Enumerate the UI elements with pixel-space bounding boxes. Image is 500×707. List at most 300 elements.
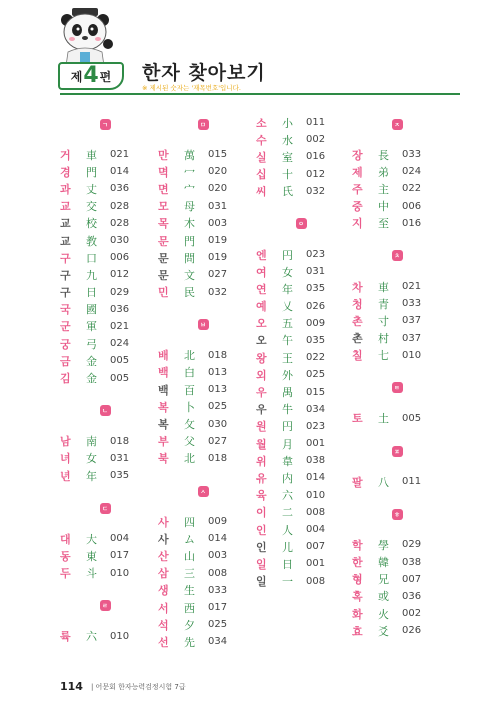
index-entry bbox=[352, 278, 442, 295]
entry-number: 013 bbox=[208, 384, 228, 396]
entry-reading-main: 이 bbox=[256, 506, 268, 520]
entry-reading-main: 일 bbox=[256, 557, 268, 571]
entry-reading bbox=[352, 279, 378, 295]
entry-reading-main: 차 bbox=[352, 280, 364, 294]
entry-reading-main: 씨 bbox=[256, 185, 268, 199]
chapter-badge bbox=[58, 62, 124, 90]
entry-reading bbox=[158, 582, 184, 598]
entry-hanja: 冖 bbox=[184, 165, 195, 179]
entry-number: 008 bbox=[306, 575, 326, 587]
entry-reading bbox=[60, 215, 86, 231]
section-letter-badge: ㄷ bbox=[100, 503, 111, 514]
entry-reading bbox=[158, 364, 184, 380]
entry-reading bbox=[60, 353, 86, 369]
entry-reading-main: 대 bbox=[60, 532, 72, 546]
entry-reading bbox=[60, 531, 86, 547]
entry-reading-main: 장 bbox=[352, 148, 364, 162]
index-entry bbox=[60, 163, 150, 180]
entry-number: 033 bbox=[208, 584, 228, 596]
entry-reading-main: 년 bbox=[60, 469, 72, 483]
entry-reading bbox=[60, 267, 86, 283]
section-header bbox=[352, 114, 442, 134]
entry-reading bbox=[352, 347, 378, 363]
entry-reading bbox=[352, 554, 378, 570]
entry-hanja: 日 bbox=[282, 557, 293, 571]
entry-hanja: 車 bbox=[378, 280, 389, 294]
entry-reading bbox=[352, 296, 378, 312]
entry-number: 014 bbox=[306, 472, 326, 484]
entry-hanja: 白 bbox=[184, 366, 195, 380]
entry-number: 010 bbox=[110, 567, 130, 579]
entry-reading bbox=[256, 556, 282, 572]
entry-hanja: 乂 bbox=[282, 300, 293, 314]
entry-hanja: 日 bbox=[86, 286, 97, 300]
entry-reading bbox=[158, 450, 184, 466]
entry-hanja: 父 bbox=[184, 435, 195, 449]
entry-number: 031 bbox=[208, 200, 228, 212]
entry-reading bbox=[256, 522, 282, 538]
entry-reading bbox=[60, 433, 86, 449]
entry-number: 019 bbox=[208, 252, 228, 264]
entry-number: 010 bbox=[402, 349, 422, 361]
entry-number: 002 bbox=[402, 608, 422, 620]
entry-hanja: 外 bbox=[282, 368, 293, 382]
index-entry bbox=[158, 513, 248, 530]
entry-number: 017 bbox=[110, 550, 130, 562]
entry-reading-main: 부 bbox=[158, 435, 170, 449]
entry-number: 019 bbox=[208, 235, 228, 247]
entry-hanja: 先 bbox=[184, 635, 195, 649]
entry-reading bbox=[256, 470, 282, 486]
entry-number: 027 bbox=[208, 435, 228, 447]
entry-hanja: 女 bbox=[282, 265, 293, 279]
entry-hanja: 六 bbox=[86, 630, 97, 644]
entry-reading-repeat: 일 bbox=[256, 575, 268, 589]
entry-hanja: 一 bbox=[282, 575, 293, 589]
index-entry bbox=[60, 335, 150, 352]
entry-hanja: 王 bbox=[282, 351, 293, 365]
entry-reading bbox=[256, 332, 282, 348]
entry-reading bbox=[256, 487, 282, 503]
section-header bbox=[352, 504, 442, 524]
entry-number: 018 bbox=[208, 452, 228, 464]
index-entry bbox=[352, 312, 442, 329]
entry-number: 023 bbox=[306, 249, 326, 261]
entry-reading-repeat: 사 bbox=[158, 532, 170, 546]
entry-number: 016 bbox=[306, 151, 326, 163]
entry-reading-main: 륙 bbox=[60, 630, 72, 644]
entry-reading bbox=[158, 600, 184, 616]
index-entry bbox=[256, 298, 346, 315]
page-footer bbox=[60, 680, 186, 693]
index-entry bbox=[60, 232, 150, 249]
section-header bbox=[158, 114, 248, 134]
entry-number: 034 bbox=[306, 403, 326, 415]
index-entry bbox=[256, 487, 346, 504]
entry-reading-main: 남 bbox=[60, 435, 72, 449]
index-entry bbox=[158, 433, 248, 450]
entry-hanja: ム bbox=[184, 532, 195, 546]
entry-reading bbox=[60, 318, 86, 334]
entry-hanja: 弟 bbox=[378, 165, 389, 179]
entry-reading-main: 효 bbox=[352, 624, 364, 638]
entry-hanja: 小 bbox=[282, 116, 293, 130]
entry-reading-main: 사 bbox=[158, 515, 170, 529]
entry-reading-main: 인 bbox=[256, 523, 268, 537]
entry-hanja: 寸 bbox=[378, 314, 389, 328]
entry-hanja: 大 bbox=[86, 532, 97, 546]
entry-number: 004 bbox=[110, 533, 130, 545]
section-header bbox=[60, 114, 150, 134]
index-column-3 bbox=[256, 114, 346, 590]
entry-reading-repeat: 복 bbox=[158, 418, 170, 432]
entry-hanja: 韋 bbox=[282, 454, 293, 468]
entry-reading bbox=[158, 284, 184, 300]
index-entry bbox=[256, 521, 346, 538]
entry-reading bbox=[352, 537, 378, 553]
entry-reading bbox=[60, 284, 86, 300]
index-entry bbox=[60, 352, 150, 369]
entry-number: 023 bbox=[306, 420, 326, 432]
entry-hanja: 宀 bbox=[184, 182, 195, 196]
entry-hanja: 年 bbox=[282, 282, 293, 296]
entry-reading bbox=[60, 164, 86, 180]
entry-number: 009 bbox=[208, 516, 228, 528]
index-entry bbox=[60, 266, 150, 283]
chapter-prefix: 제 bbox=[70, 69, 83, 84]
index-entry bbox=[256, 114, 346, 131]
entry-reading-main: 외 bbox=[256, 368, 268, 382]
index-entry bbox=[256, 538, 346, 555]
entry-reading-repeat: 문 bbox=[158, 268, 170, 282]
index-entry bbox=[158, 381, 248, 398]
section-header bbox=[352, 246, 442, 266]
entry-reading bbox=[256, 183, 282, 199]
entry-reading-main: 멱 bbox=[158, 165, 170, 179]
entry-reading-main: 면 bbox=[158, 182, 170, 196]
entry-number: 020 bbox=[208, 166, 228, 178]
entry-reading bbox=[60, 198, 86, 214]
entry-hanja: 水 bbox=[282, 133, 293, 147]
entry-reading bbox=[256, 401, 282, 417]
index-entry bbox=[158, 530, 248, 547]
entry-number: 015 bbox=[306, 386, 326, 398]
entry-hanja: 金 bbox=[86, 372, 97, 386]
entry-reading-main: 모 bbox=[158, 200, 170, 214]
section-letter-badge: ㅁ bbox=[198, 119, 209, 130]
index-entry bbox=[352, 146, 442, 163]
entry-number: 035 bbox=[306, 334, 326, 346]
entry-hanja: 午 bbox=[282, 334, 293, 348]
index-entry bbox=[60, 369, 150, 386]
entry-reading bbox=[256, 436, 282, 452]
entry-number: 007 bbox=[402, 573, 422, 585]
entry-number: 027 bbox=[208, 269, 228, 281]
entry-number: 024 bbox=[402, 166, 422, 178]
index-entry bbox=[158, 364, 248, 381]
entry-hanja: 内 bbox=[282, 471, 293, 485]
entry-number: 010 bbox=[306, 489, 326, 501]
entry-reading-main: 연 bbox=[256, 282, 268, 296]
entry-hanja: 六 bbox=[282, 489, 293, 503]
entry-hanja: 年 bbox=[86, 469, 97, 483]
entry-hanja: 中 bbox=[378, 200, 389, 214]
entry-reading bbox=[158, 433, 184, 449]
entry-hanja: 九 bbox=[86, 268, 97, 282]
index-entry bbox=[256, 418, 346, 435]
entry-reading bbox=[60, 250, 86, 266]
entry-hanja: 至 bbox=[378, 217, 389, 231]
entry-reading bbox=[352, 606, 378, 622]
entry-reading-repeat: 구 bbox=[60, 286, 72, 300]
entry-reading bbox=[158, 250, 184, 266]
entry-number: 032 bbox=[306, 185, 326, 197]
entry-reading bbox=[158, 531, 184, 547]
entry-reading bbox=[60, 336, 86, 352]
entry-number: 006 bbox=[110, 252, 130, 264]
index-entry bbox=[256, 280, 346, 297]
index-entry bbox=[256, 131, 346, 148]
index-entry bbox=[60, 284, 150, 301]
entry-number: 024 bbox=[110, 338, 130, 350]
index-entry bbox=[158, 633, 248, 650]
entry-number: 034 bbox=[208, 636, 228, 648]
entry-reading bbox=[352, 164, 378, 180]
entry-hanja: 文 bbox=[184, 268, 195, 282]
entry-reading bbox=[60, 301, 86, 317]
index-entry bbox=[60, 215, 150, 232]
entry-hanja: 禺 bbox=[282, 386, 293, 400]
section-letter-badge: ㄴ bbox=[100, 405, 111, 416]
entry-reading bbox=[256, 166, 282, 182]
page-number: 114 bbox=[60, 680, 83, 693]
entry-reading-main: 왕 bbox=[256, 351, 268, 365]
entry-reading-main: 경 bbox=[60, 165, 72, 179]
entry-reading-main: 선 bbox=[158, 635, 170, 649]
section-letter-badge: ㅊ bbox=[392, 250, 403, 261]
index-entry bbox=[158, 180, 248, 197]
entry-hanja: 問 bbox=[184, 251, 195, 265]
entry-hanja: 卜 bbox=[184, 400, 195, 414]
entry-reading bbox=[158, 416, 184, 432]
index-entry bbox=[256, 315, 346, 332]
entry-reading bbox=[256, 247, 282, 263]
index-entry bbox=[352, 410, 442, 427]
entry-reading-repeat: 교 bbox=[60, 217, 72, 231]
entry-hanja: 弓 bbox=[86, 337, 97, 351]
entry-hanja: 夕 bbox=[184, 618, 195, 632]
entry-reading bbox=[256, 350, 282, 366]
entry-reading-main: 토 bbox=[352, 412, 364, 426]
entry-number: 005 bbox=[110, 355, 130, 367]
index-entry bbox=[352, 347, 442, 364]
entry-number: 030 bbox=[110, 235, 130, 247]
entry-number: 015 bbox=[208, 149, 228, 161]
index-entry bbox=[158, 215, 248, 232]
entry-number: 021 bbox=[402, 281, 422, 293]
entry-reading bbox=[256, 149, 282, 165]
entry-number: 025 bbox=[306, 369, 326, 381]
entry-hanja: 山 bbox=[184, 549, 195, 563]
entry-hanja: 國 bbox=[86, 303, 97, 317]
entry-reading-main: 청 bbox=[352, 297, 364, 311]
entry-number: 017 bbox=[208, 602, 228, 614]
entry-hanja: 牛 bbox=[282, 403, 293, 417]
index-entry bbox=[256, 401, 346, 418]
entry-number: 003 bbox=[208, 550, 228, 562]
entry-reading-main: 목 bbox=[158, 217, 170, 231]
entry-hanja: 車 bbox=[86, 148, 97, 162]
index-entry bbox=[158, 616, 248, 633]
index-entry bbox=[352, 473, 442, 490]
section-letter-badge: ㄹ bbox=[100, 600, 111, 611]
entry-reading-repeat: 인 bbox=[256, 540, 268, 554]
index-entry bbox=[352, 163, 442, 180]
entry-hanja: 二 bbox=[282, 506, 293, 520]
entry-reading bbox=[256, 115, 282, 131]
entry-hanja: 交 bbox=[86, 200, 97, 214]
entry-reading bbox=[256, 132, 282, 148]
entry-number: 038 bbox=[402, 556, 422, 568]
entry-number: 036 bbox=[402, 590, 422, 602]
entry-reading-main: 지 bbox=[352, 217, 364, 231]
entry-reading-main: 생 bbox=[158, 584, 170, 598]
entry-reading-main: 혹 bbox=[352, 590, 364, 604]
section-letter-badge: ㅅ bbox=[198, 486, 209, 497]
entry-reading-main: 백 bbox=[158, 366, 170, 380]
entry-reading bbox=[158, 382, 184, 398]
entry-hanja: 七 bbox=[378, 349, 389, 363]
index-entry bbox=[158, 198, 248, 215]
entry-reading bbox=[352, 410, 378, 426]
entry-reading-main: 녀 bbox=[60, 452, 72, 466]
index-column-1 bbox=[60, 114, 150, 645]
index-entry bbox=[256, 469, 346, 486]
entry-number: 021 bbox=[110, 320, 130, 332]
entry-number: 007 bbox=[306, 541, 326, 553]
entry-reading-main: 십 bbox=[256, 168, 268, 182]
entry-hanja: 軍 bbox=[86, 320, 97, 334]
index-entry bbox=[256, 166, 346, 183]
entry-reading-repeat: 백 bbox=[158, 383, 170, 397]
section-header bbox=[352, 441, 442, 461]
entry-reading-repeat: 오 bbox=[256, 334, 268, 348]
entry-reading-main: 화 bbox=[352, 607, 364, 621]
entry-reading-main: 만 bbox=[158, 148, 170, 162]
entry-number: 036 bbox=[110, 183, 130, 195]
entry-hanja: 儿 bbox=[282, 540, 293, 554]
entry-reading bbox=[158, 565, 184, 581]
index-entry bbox=[60, 467, 150, 484]
entry-hanja: 火 bbox=[378, 607, 389, 621]
entry-number: 013 bbox=[208, 366, 228, 378]
chapter-suffix: 편 bbox=[99, 69, 112, 84]
index-entry bbox=[158, 163, 248, 180]
section-header bbox=[60, 498, 150, 518]
index-entry bbox=[60, 180, 150, 197]
entry-reading-main: 문 bbox=[158, 234, 170, 248]
entry-number: 030 bbox=[208, 418, 228, 430]
entry-reading bbox=[352, 313, 378, 329]
entry-number: 018 bbox=[208, 349, 228, 361]
entry-reading-main: 동 bbox=[60, 549, 72, 563]
index-entry bbox=[60, 530, 150, 547]
index-entry bbox=[158, 565, 248, 582]
index-entry bbox=[256, 263, 346, 280]
entry-hanja: 西 bbox=[184, 601, 195, 615]
section-letter-badge: ㅎ bbox=[392, 509, 403, 520]
entry-reading bbox=[60, 370, 86, 386]
entry-reading bbox=[158, 634, 184, 650]
entry-reading bbox=[256, 384, 282, 400]
index-entry bbox=[352, 571, 442, 588]
panda-mascot-illustration bbox=[58, 8, 114, 70]
section-header bbox=[158, 315, 248, 335]
entry-reading-main: 육 bbox=[256, 489, 268, 503]
entry-reading bbox=[256, 264, 282, 280]
entry-reading bbox=[158, 164, 184, 180]
entry-hanja: 或 bbox=[378, 590, 389, 604]
entry-hanja: 室 bbox=[282, 150, 293, 164]
entry-hanja: 南 bbox=[86, 435, 97, 449]
entry-number: 037 bbox=[402, 315, 422, 327]
entry-hanja: 母 bbox=[184, 200, 195, 214]
entry-hanja: 氏 bbox=[282, 185, 293, 199]
index-entry bbox=[256, 435, 346, 452]
entry-reading bbox=[352, 474, 378, 490]
entry-hanja: 四 bbox=[184, 515, 195, 529]
entry-hanja: 丈 bbox=[86, 182, 97, 196]
index-entry bbox=[60, 301, 150, 318]
index-entry bbox=[60, 198, 150, 215]
entry-reading-main: 산 bbox=[158, 549, 170, 563]
entry-reading-main: 배 bbox=[158, 349, 170, 363]
entry-number: 001 bbox=[306, 438, 326, 450]
section-header bbox=[352, 378, 442, 398]
index-entry bbox=[158, 347, 248, 364]
entry-reading-repeat: 교 bbox=[60, 234, 72, 248]
entry-reading-main: 주 bbox=[352, 182, 364, 196]
entry-number: 033 bbox=[402, 298, 422, 310]
entry-reading-main: 금 bbox=[60, 354, 72, 368]
entry-hanja: 韓 bbox=[378, 556, 389, 570]
entry-number: 006 bbox=[402, 200, 422, 212]
index-entry bbox=[158, 415, 248, 432]
entry-hanja: 土 bbox=[378, 412, 389, 426]
entry-reading bbox=[256, 315, 282, 331]
index-entry bbox=[158, 547, 248, 564]
footer-text: | 어문회 한자능력검정시험 7급 bbox=[90, 682, 186, 691]
entry-hanja: 校 bbox=[86, 217, 97, 231]
entry-hanja: 東 bbox=[86, 549, 97, 563]
index-entry bbox=[256, 452, 346, 469]
index-entry bbox=[60, 146, 150, 163]
entry-hanja: 北 bbox=[184, 452, 195, 466]
entry-number: 020 bbox=[208, 183, 228, 195]
index-column-4 bbox=[352, 114, 442, 639]
index-entry bbox=[352, 553, 442, 570]
index-entry bbox=[352, 215, 442, 232]
index-entry bbox=[60, 450, 150, 467]
entry-number: 035 bbox=[110, 470, 130, 482]
index-entry bbox=[256, 383, 346, 400]
entry-hanja: 円 bbox=[282, 420, 293, 434]
entry-number: 009 bbox=[306, 317, 326, 329]
entry-reading bbox=[352, 198, 378, 214]
entry-hanja: 木 bbox=[184, 217, 195, 231]
section-header bbox=[256, 214, 346, 234]
entry-reading-main: 국 bbox=[60, 303, 72, 317]
